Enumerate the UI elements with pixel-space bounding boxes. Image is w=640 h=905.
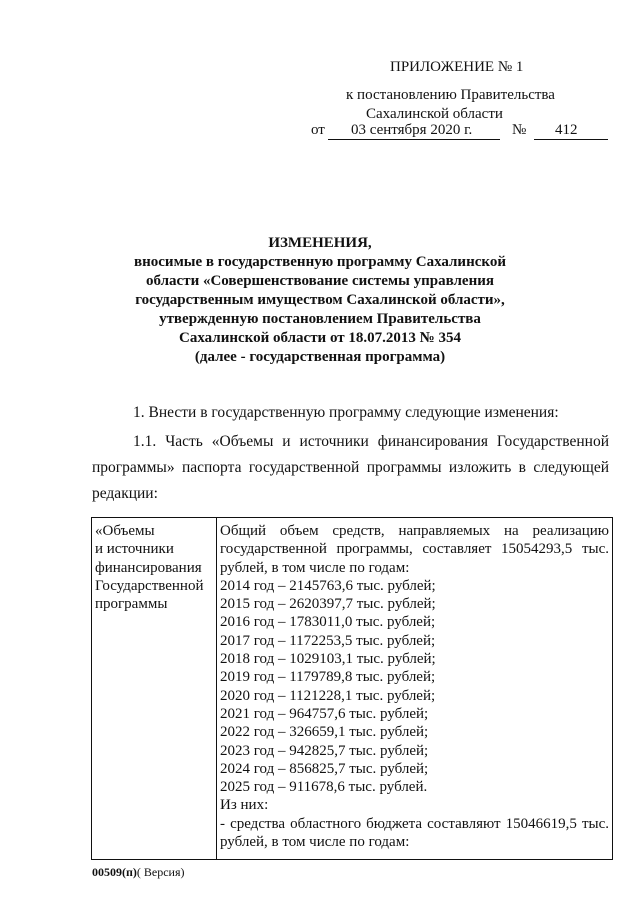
year-amount: 2018 год – 1029103,1 тыс. рублей; — [220, 651, 436, 668]
table-row — [92, 518, 613, 860]
of-them-label: Из них: — [220, 797, 269, 814]
year-amount: 2019 год – 1179789,8 тыс. рублей; — [220, 669, 436, 686]
year-amount: 2014 год – 2145763,6 тыс. рублей; — [220, 577, 436, 594]
year-amount: 2022 год – 326659,1 тыс. рублей; — [220, 724, 429, 741]
document-subtitle-line: государственным имуществом Сахалинской области», — [135, 292, 505, 308]
year-amount: 2021 год – 964757,6 тыс. рублей; — [220, 705, 429, 722]
document-code: 00509(п) — [92, 865, 137, 879]
financing-table — [91, 517, 613, 860]
regional-budget-line: рублей, в том числе по годам: — [220, 834, 410, 851]
from-label: от — [311, 122, 325, 138]
paragraph-1: 1. Внести в государственную программу следующие изменения: — [133, 404, 559, 421]
label-line: программы — [95, 596, 168, 613]
year-amount: 2016 год – 1783011,0 тыс. рублей; — [220, 614, 436, 631]
label-line: «Объемы — [95, 523, 155, 539]
year-amount: 2015 год – 2620397,7 тыс. рублей; — [220, 596, 436, 613]
regional-budget-line: - средства областного бюджета составляют 15046619,5 тыс. — [220, 815, 609, 832]
document-footer — [92, 865, 185, 880]
label-line: Государственной — [95, 577, 204, 594]
year-amount: 2024 год – 856825,7 тыс. рублей; — [220, 760, 429, 777]
resolution-number: 412 — [555, 122, 578, 138]
intro-line: государственной программы, составляет 15054293,5 тыс. — [220, 541, 609, 558]
paragraph-1-1-line: программы» паспорта государственной программы изложить в следующей — [92, 459, 609, 476]
appendix-label: ПРИЛОЖЕНИЕ № 1 — [390, 59, 524, 75]
region-name: Сахалинской области — [366, 106, 503, 122]
document-subtitle-line: области «Совершенствование системы управления — [146, 273, 494, 289]
paragraph-1-1-line: редакции: — [92, 485, 158, 502]
number-underline — [534, 139, 608, 140]
document-subtitle-line: (далее - государственная программа) — [194, 349, 446, 365]
financing-label-cell — [92, 518, 217, 860]
document-version: ( Версия) — [136, 865, 185, 879]
year-amount: 2025 год – 911678,6 тыс. рублей. — [220, 779, 428, 796]
document-subtitle-line: утвержденную постановлением Правительства — [159, 311, 481, 327]
date-underline — [328, 139, 500, 140]
label-line: и источники — [95, 541, 174, 558]
year-amount: 2017 год – 1172253,5 тыс. рублей; — [220, 632, 436, 649]
document-title: ИЗМЕНЕНИЯ, — [268, 235, 372, 251]
paragraph-1-1-line: 1.1. Часть «Объемы и источники финансирования Государственной — [133, 433, 609, 450]
label-line: финансирования — [95, 559, 202, 576]
intro-line: рублей, в том числе по годам: — [220, 559, 410, 576]
resolution-reference: к постановлению Правительства — [346, 87, 555, 103]
year-amount: 2023 год – 942825,7 тыс. рублей; — [220, 742, 429, 759]
year-amount: 2020 год – 1121228,1 тыс. рублей; — [220, 687, 436, 704]
document-subtitle-line: Сахалинской области от 18.07.2013 № 354 — [179, 330, 461, 346]
resolution-date: 03 сентября 2020 г. — [351, 122, 473, 138]
financing-details-cell — [217, 518, 613, 860]
intro-line: Общий объем средств, направляемых на реализацию — [220, 523, 609, 539]
document-subtitle-line: вносимые в государственную программу Сахалинской — [134, 254, 506, 270]
number-label: № — [512, 122, 527, 138]
